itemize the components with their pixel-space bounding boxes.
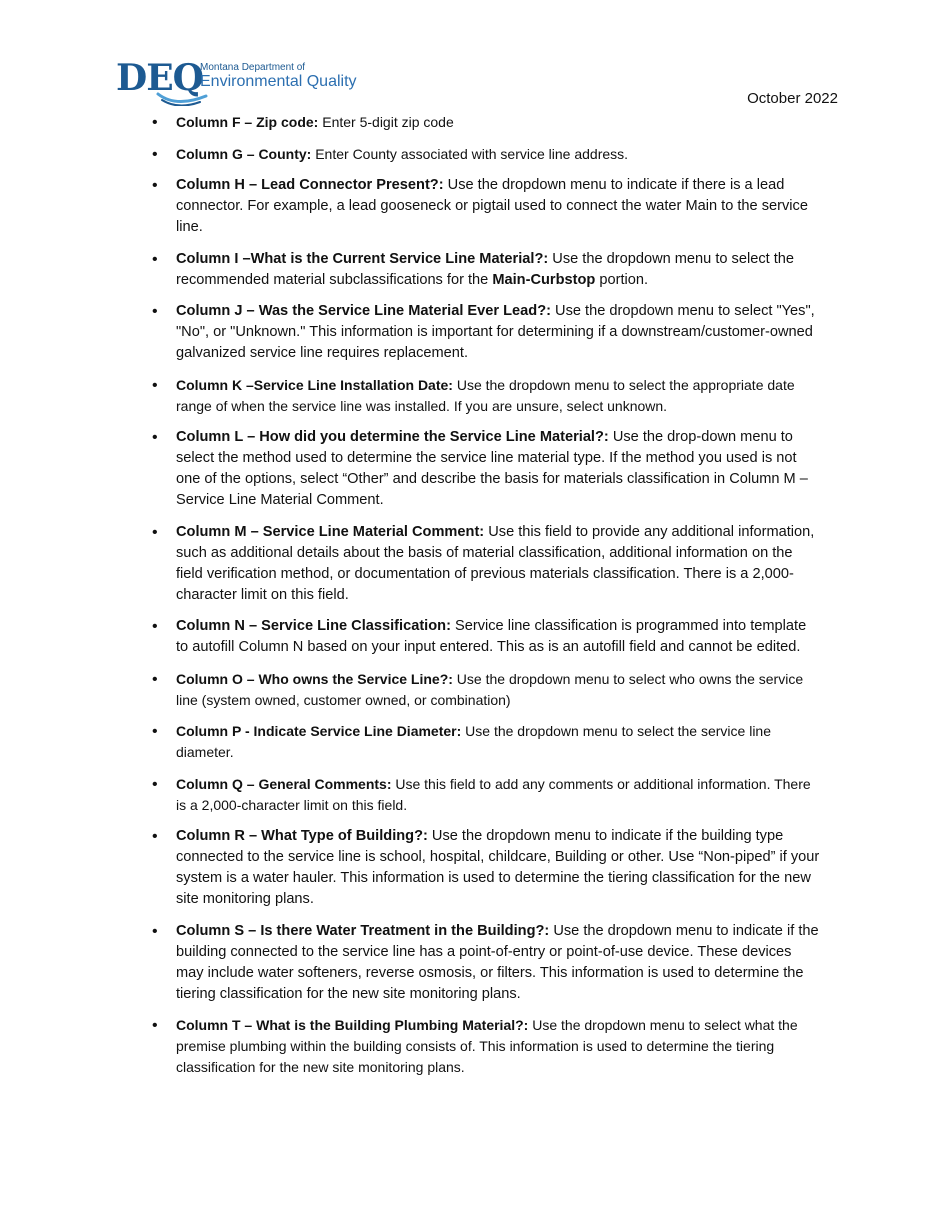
item-text: Use the dropdown menu to select what the premise plumbing within the building consists of. This information is used to determine the tiering classification for the new site monitoring plans. (176, 1017, 798, 1075)
item-label: Column P - Indicate Service Line Diameter: (176, 723, 462, 739)
document-date: October 2022 (747, 90, 838, 107)
list-item-column-m (152, 522, 822, 606)
item-label: Column H – Lead Connector Present?: (176, 177, 444, 193)
logo-line-2: Environmental Quality (200, 73, 357, 90)
list-item-column-f (152, 112, 822, 133)
list-item-column-s (152, 921, 822, 1005)
deq-logo (116, 58, 366, 108)
list-item-column-q (152, 774, 822, 816)
page-header (0, 0, 950, 110)
logo-line-1: Montana Department of (200, 62, 306, 73)
item-tail: portion. (595, 271, 649, 288)
list-item-column-i (152, 249, 822, 291)
item-text: Use the dropdown menu to select the recommended material subclassifications for the (176, 250, 795, 288)
list-item-column-n (152, 616, 822, 658)
item-text: Use the dropdown menu to select "Yes", "No", or "Unknown." This information is important for determining if a downstream/customer-owned galvanized service line requires replacement. (176, 303, 815, 361)
item-label: Column G – County: (176, 145, 312, 162)
item-text: Enter 5-digit zip code (318, 114, 454, 130)
item-label: Column I –What is the Current Service Line Material?: (176, 250, 549, 267)
item-label: Column S – Is there Water Treatment in the Building?: (176, 922, 550, 939)
list-item-column-l (152, 427, 822, 511)
list-item-column-o (152, 669, 822, 711)
item-label: Column F – Zip code: (176, 114, 319, 130)
item-text: Enter County associated with service line address. (311, 145, 629, 162)
item-text: Use the drop-down menu to select the method used to determine the service line material type. If the method you used is not one of the options, select “Other” and describe the basis for materials classification in Column M – Service Line Material Comment. (176, 429, 808, 508)
item-label: Column L – How did you determine the Service Line Material?: (176, 429, 609, 445)
column-instructions-list (152, 112, 822, 1078)
item-bold-tail: Main-Curbstop (492, 271, 596, 288)
item-text: Use the dropdown menu to select the service line diameter. (176, 723, 772, 760)
list-item-column-g (152, 144, 822, 165)
item-text: Use the dropdown menu to select the appropriate date range of when the service line was installed. If you are unsure, select unknown. (176, 376, 795, 414)
item-text: Use this field to provide any additional information, such as additional details about the basis of material classification, additional information on the field verification method, or documentation of previous materials classification. There is a 2,000-character limit on this field. (176, 523, 815, 603)
list-item-column-p (152, 721, 822, 763)
logo-mark: DEQ (116, 57, 204, 99)
list-item-column-j (152, 301, 822, 364)
item-label: Column R – What Type of Building?: (176, 828, 428, 844)
list-item-column-r (152, 826, 822, 910)
item-text: Use the dropdown menu to select who owns the service line (system owned, customer owned, or combination) (176, 670, 804, 708)
list-item-column-h (152, 175, 822, 238)
item-label: Column K –Service Line Installation Date: (176, 376, 453, 393)
item-label: Column Q – General Comments: (176, 775, 392, 792)
item-text: Service line classification is programmed into template to autofill Column N based on your input entered. This as is an autofill field and cannot be edited. (176, 618, 807, 655)
item-label: Column J – Was the Service Line Material Ever Lead?: (176, 303, 551, 319)
item-label: Column N – Service Line Classification: (176, 618, 451, 634)
item-label: Column T – What is the Building Plumbing Material?: (176, 1017, 529, 1033)
list-item-column-k (152, 375, 822, 417)
item-text: Use this field to add any comments or additional information. There is a 2,000-character limit on this field. (176, 775, 811, 813)
document-body (152, 112, 822, 1089)
item-text: Use the dropdown menu to indicate if the building type connected to the service line is school, hospital, childcare, Building or other. Use “Non-piped” if your system is a water hauler. This information is used to determine the tiering classification for the new site monitoring plans. (176, 828, 820, 907)
item-text: Use the dropdown menu to indicate if the building connected to the service line has a point-of-entry or point-of-use device. These devices may include water softeners, reverse osmosis, or filters. This information is used to determine the tiering classification for the new site monitoring plans. (176, 922, 819, 1002)
item-text: Use the dropdown menu to indicate if there is a lead connector. For example, a lead gooseneck or pigtail used to connect the water Main to the service line. (176, 177, 808, 235)
item-label: Column M – Service Line Material Comment: (176, 523, 485, 540)
item-label: Column O – Who owns the Service Line?: (176, 670, 453, 687)
list-item-column-t (152, 1015, 822, 1078)
